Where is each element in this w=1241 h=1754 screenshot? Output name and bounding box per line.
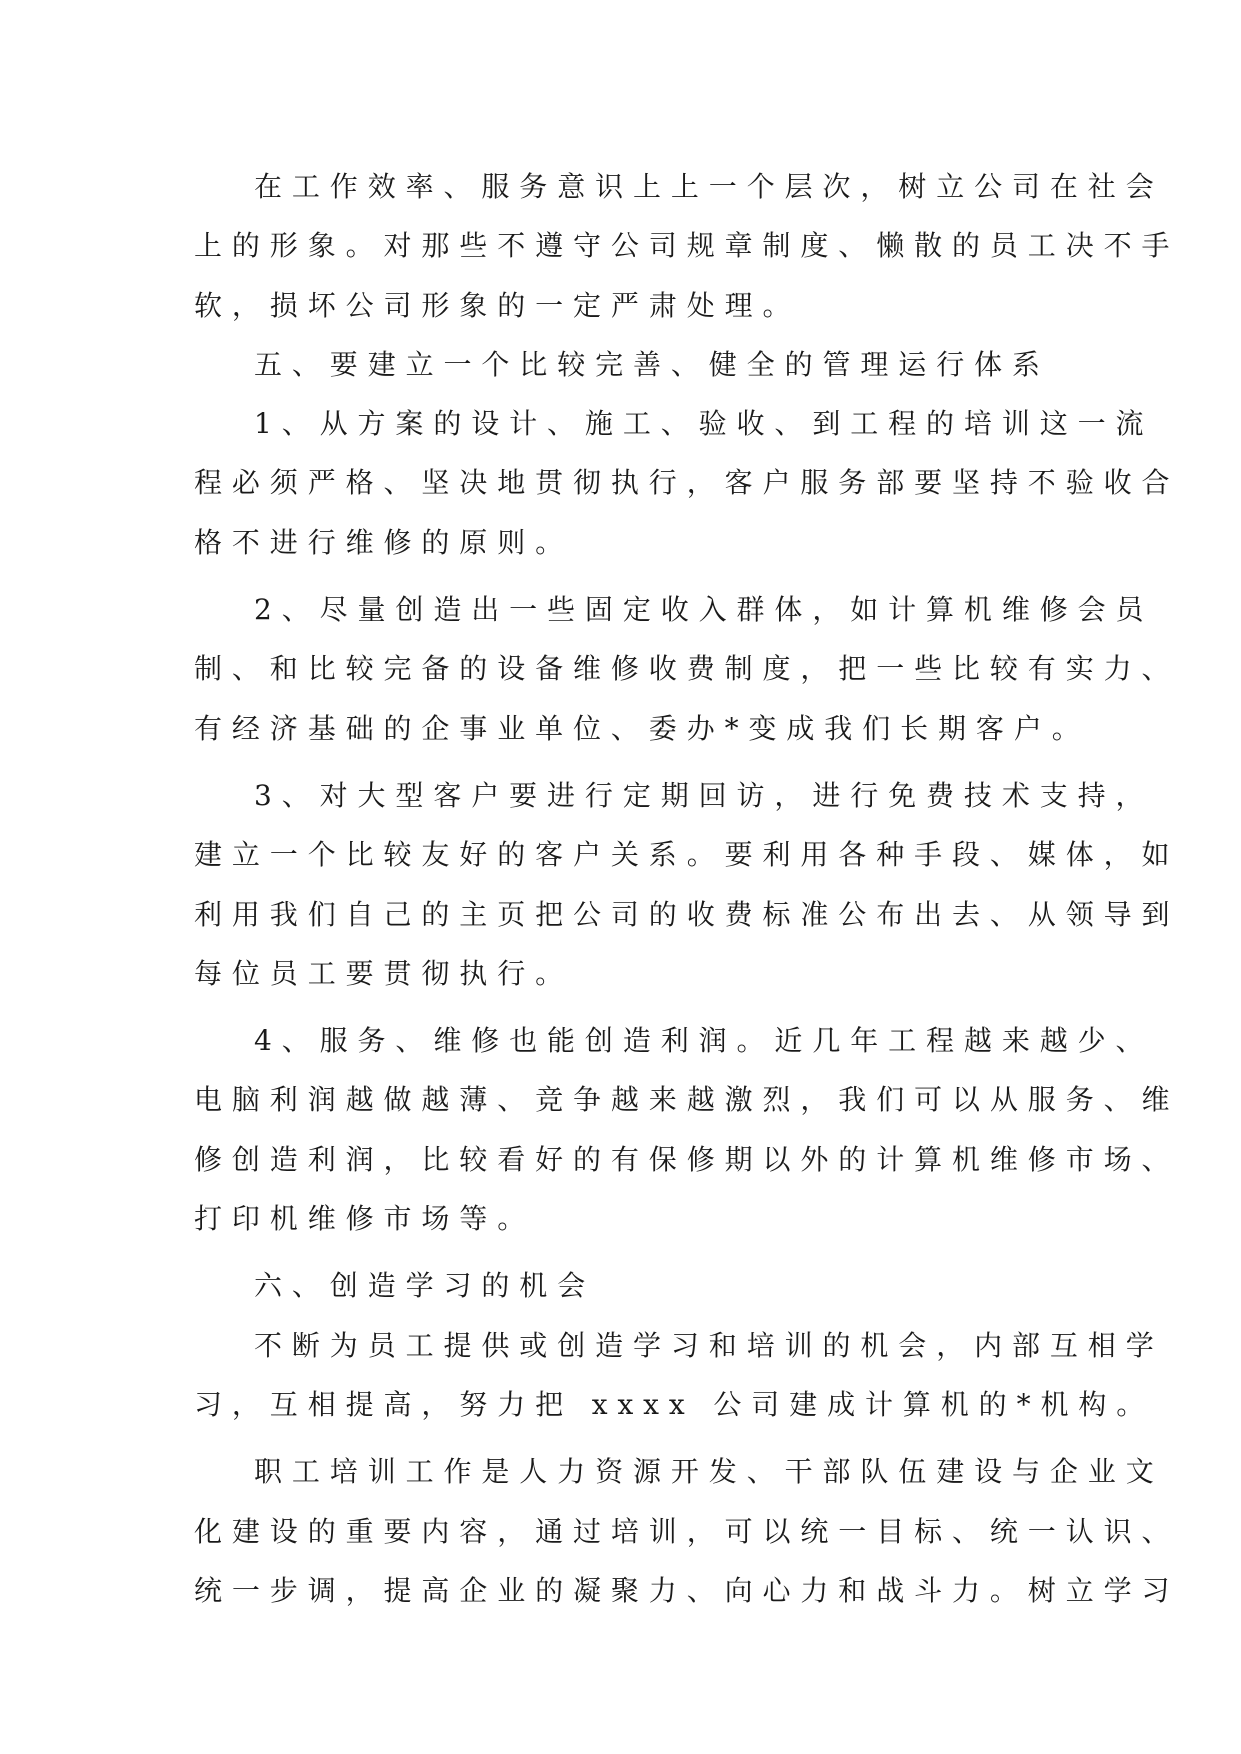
text-line: 制、和比较完备的设备维修收费制度，把一些比较有实力、	[194, 652, 1180, 686]
text-line: 利用我们自己的主页把公司的收费标准公布出去、从领导到	[194, 897, 1180, 931]
text-line: 修创造利润，比较看好的有保修期以外的计算机维修市场、	[194, 1142, 1180, 1176]
body-text	[194, 157, 1180, 1620]
text-line: 打印机维修市场等。	[194, 1202, 536, 1236]
text-line: 程必须严格、坚决地贯彻执行，客户服务部要坚持不验收合	[194, 466, 1180, 500]
text-line: 六、创造学习的机会	[254, 1269, 596, 1303]
text-line: 在工作效率、服务意识上上一个层次，树立公司在社会	[254, 170, 1164, 203]
text-line: 五、要建立一个比较完善、健全的管理运行体系	[254, 347, 1050, 381]
text-line: 3、对大型客户要进行定期回访，进行免费技术支持，	[254, 778, 1154, 812]
text-line: 习，互相提高，努力把 xxxx 公司建成计算机的*机构。	[194, 1387, 1155, 1421]
text-line: 化建设的重要内容，通过培训，可以统一目标、统一认识、	[194, 1514, 1180, 1548]
text-line: 建立一个比较友好的客户关系。要利用各种手段、媒体，如	[194, 838, 1180, 872]
text-line: 统一步调，提高企业的凝聚力、向心力和战斗力。树立学习	[194, 1573, 1180, 1607]
text-line: 电脑利润越做越薄、竞争越来越激烈，我们可以从服务、维	[194, 1083, 1180, 1117]
text-line: 不断为员工提供或创造学习和培训的机会，内部互相学	[254, 1328, 1164, 1362]
text-line: 软，损坏公司形象的一定严肃处理。	[194, 288, 801, 322]
text-line: 2、尽量创造出一些固定收入群体，如计算机维修会员	[254, 593, 1154, 627]
text-line: 每位员工要贯彻执行。	[194, 956, 574, 990]
text-line: 职工培训工作是人力资源开发、干部队伍建设与企业文	[254, 1455, 1164, 1489]
text-line: 1、从方案的设计、施工、验收、到工程的培训这一流	[254, 407, 1154, 441]
text-line: 格不进行维修的原则。	[194, 525, 574, 559]
text-line: 有经济基础的企事业单位、委办*变成我们长期客户。	[194, 711, 1090, 745]
text-line: 4、服务、维修也能创造利润。近几年工程越来越少、	[254, 1024, 1154, 1058]
text-line: 上的形象。对那些不遵守公司规章制度、懒散的员工决不手	[194, 229, 1180, 263]
